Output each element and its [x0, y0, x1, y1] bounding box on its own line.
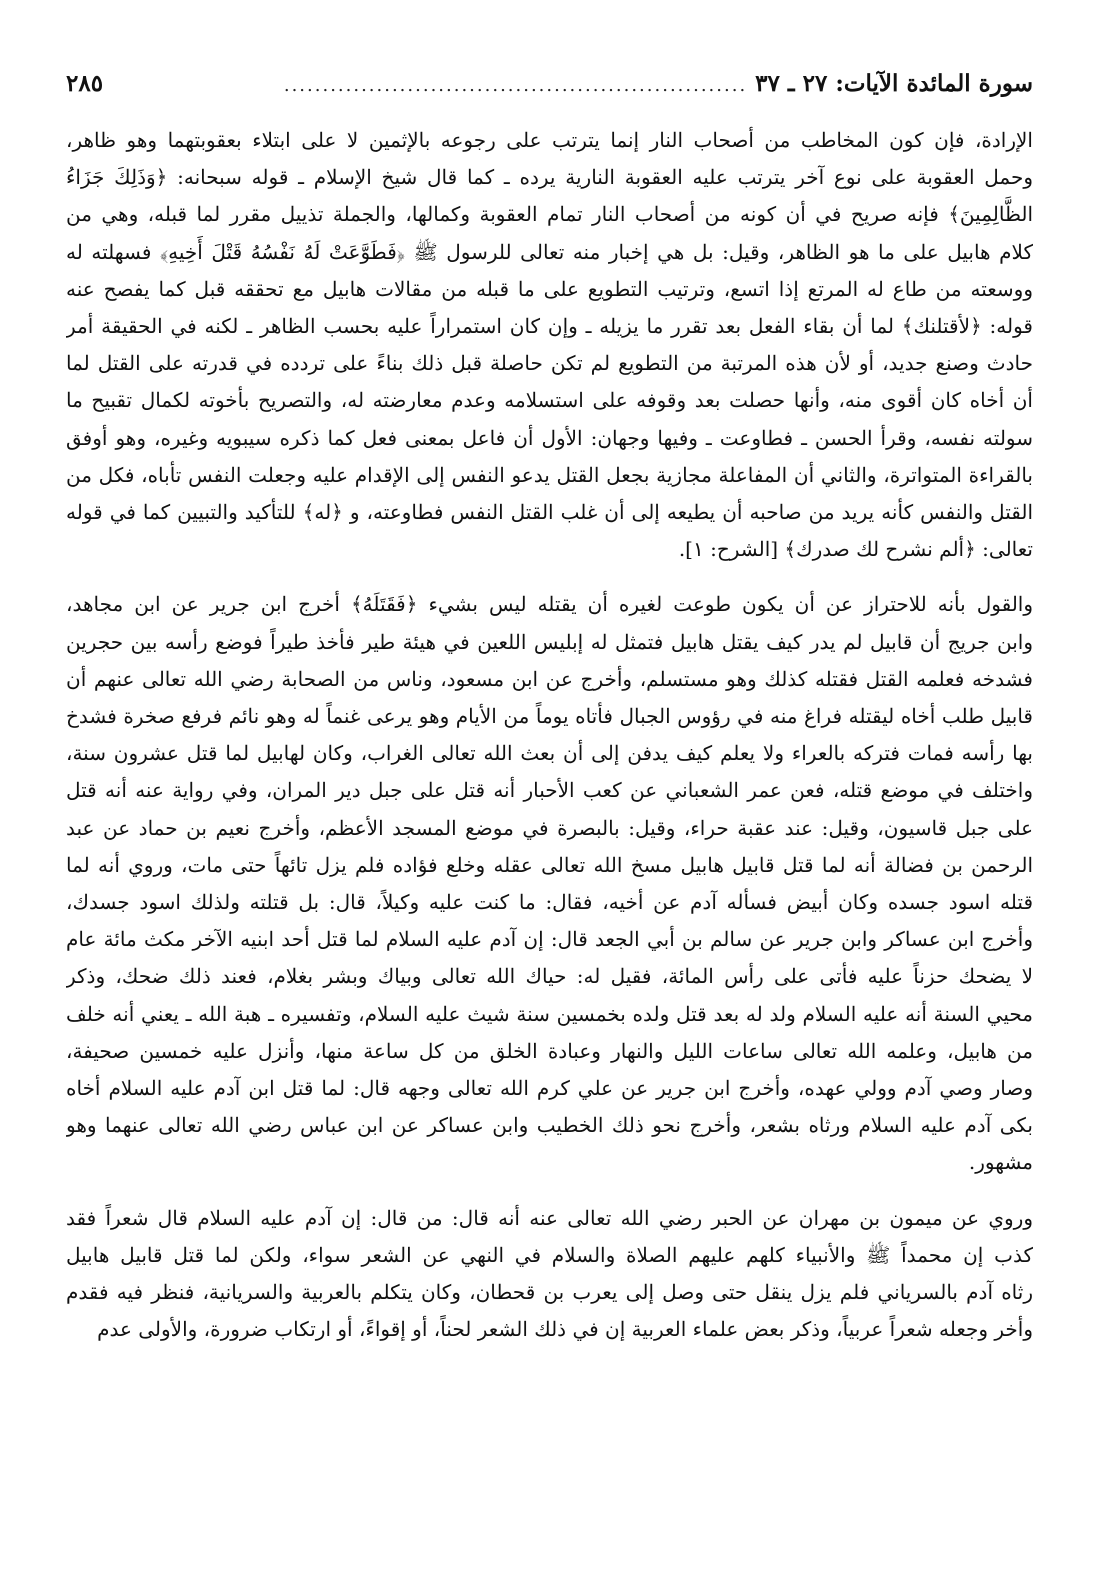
text-line: كذب إن محمداً ﷺ والأنبياء كلهم عليهم الصلاة والسلام في النهي عن الشعر سواء، ولكن لما قتل قابيل هابيل — [66, 1242, 1033, 1267]
text-line: الظَّالِمِينَ﴾ فإنه صريح في أن كونه من أصحاب النار تمام العقوبة وكمالها، والجملة تذييل مقرر لما قبله، وهي من — [66, 202, 1033, 227]
text-line: سولته نفسه، وقرأ الحسن ـ فطاوعت ـ وفيها وجهان: الأول أن فاعل بمعنى فعل كما ذكره سيبويه وغيره، وهو أوفق — [66, 425, 1033, 450]
text-line: على جبل قاسيون، وقيل: عند عقبة حراء، وقيل: بالبصرة في موضع المسجد الأعظم، وأخرج نعيم بن حماد عن عبد — [66, 815, 1033, 840]
text-line: وروي عن ميمون بن مهران عن الحبر رضي الله تعالى عنه أنه قال: من قال: إن آدم عليه السلام قال شعراً فقد — [66, 1205, 1033, 1230]
text-line: مشهور. — [968, 1150, 1033, 1175]
text-line: أن أخاه كان أقوى منه، وأنها حصلت بعد وقوفه على استسلامه وعدم معارضته له، والتصريح بأخوته لكمال تقبيح ما — [66, 388, 1033, 413]
text-line: لا يضحك حزناً عليه فأتى على رأس المائة، فقيل له: حياك الله تعالى وبياك وبشر بغلام، فعند ذلك ضحك، وذكر — [66, 964, 1033, 989]
dot-leader: ............................................................ — [283, 75, 748, 96]
book-page — [66, 70, 1033, 1349]
text-line: محيي السنة أنه عليه السلام ولد له بعد قتل ولده بخمسين سنة شيث عليه السلام، وتفسيره ـ هبة الله ـ يعني أنه خلف — [66, 1001, 1033, 1026]
text-line: فشدخه فعلمه القتل فقتله كذلك وهو مستسلم، وأخرج عن ابن مسعود، وناس من الصحابة رضي الله تعالى عنهم أن — [66, 666, 1033, 691]
page-number: ٢٨٥ — [66, 70, 104, 97]
text-line: وأخرج ابن عساكر وابن جرير عن سالم بن أبي الجعد قال: إن آدم عليه السلام لما قتل أحد ابنيه الآخر مكث مائة عام — [66, 927, 1033, 952]
text-line: رثاه آدم بالسرياني فلم يزل ينقل حتى وصل إلى يعرب بن قحطان، وكان يتكلم بالعربية والسريانية، فنظر فيه فقدم — [66, 1280, 1033, 1305]
text-line: وصار وصي آدم وولي عهده، وأخرج ابن جرير عن علي كرم الله تعالى وجهه قال: لما قتل ابن آدم عليه السلام أخاه — [66, 1076, 1033, 1101]
text-line: بالقراءة المتواترة، والثاني أن المفاعلة مجازية بجعل القتل يدعو النفس إلى الإقدام عليه وجعلت النفس تأباه، فكل من — [66, 462, 1033, 487]
paragraph — [66, 1200, 1033, 1349]
text-line: وابن جريج أن قابيل لم يدر كيف يقتل هابيل فتمثل له إبليس اللعين في هيئة طير فأخذ طيراً فوضع رأسه بين حجرين — [66, 629, 1033, 654]
text-line: قوله: ﴿لأقتلنك﴾ لما أن بقاء الفعل بعد تقرر ما يزيله ـ وإن كان استمراراً عليه بحسب الظاهر ـ لكنه في الحقيقة أمر — [66, 314, 1033, 339]
running-header — [66, 70, 1033, 114]
text-line: الإرادة، فإن كون المخاطب من أصحاب النار إنما يترتب على رجوعه بالإثمين لا على ابتلاء بعقوبتهما وهو ظاهر، — [66, 128, 1033, 152]
text-line: حادث وصنع جديد، أو لأن هذه المرتبة من التطويع لم تكن حاصلة قبل ذلك بناءً على تردده في قدرته على القتل لما — [66, 351, 1033, 376]
paragraph — [66, 586, 1033, 1181]
text-line: بكى آدم عليه السلام ورثاه بشعر، وأخرج نحو ذلك الخطيب وابن عساكر عن ابن عباس رضي الله تعالى عنهما وهو — [66, 1113, 1033, 1138]
text-line: قابيل طلب أخاه ليقتله فراغ منه في رؤوس الجبال فأتاه يوماً من الأيام وهو يرعى غنماً له وهو نائم فرفع صخرة فشدخ — [66, 704, 1033, 729]
text-line: الرحمن بن فضالة أنه لما قتل قابيل هابيل مسخ الله تعالى عقله وخلع فؤاده فلم يزل تائهاً حتى مات، وروي أنه لما — [66, 852, 1033, 877]
text-line: وحمل العقوبة على نوع آخر يترتب عليه العقوبة النارية يرده ـ كما قال شيخ الإسلام ـ قوله سبحانه: ﴿وَذَلِكَ جَزَاءُ — [66, 165, 1033, 190]
chapter-title: سورة المائدة الآيات: ٢٧ ـ ٣٧ — [755, 70, 1033, 97]
text-line: كلام هابيل على ما هو الظاهر، وقيل: بل هي إخبار منه تعالى للرسول ﷺ ﴿فَطَوَّعَتْ لَهُ نَفْسُهُ قَتْلَ أَخِيهِ﴾ فسهلته له — [66, 239, 1033, 264]
text-line: والقول بأنه للاحتراز عن أن يكون طوعت لغيره أن يقتله ليس بشيء ﴿فَقَتَلَهُ﴾ أخرج ابن جرير عن ابن مجاهد، — [66, 592, 1033, 617]
text-line: ووسعته من طاع له المرتع إذا اتسع، وترتيب التطويع على ما قبله من مقالات هابيل مع تحققه قبل كما يفصح عنه — [66, 276, 1033, 301]
text-line: وأخر وجعله شعراً عربياً، وذكر بعض علماء العربية إن في ذلك الشعر لحناً، أو إقواءً، أو ارتكاب ضرورة، والأولى عدم — [97, 1317, 1033, 1342]
text-line: من هابيل، وعلمه الله تعالى ساعات الليل والنهار وعبادة الخلق من كل ساعة منها، وأنزل عليه خمسين صحيفة، — [66, 1038, 1033, 1063]
text-line: واختلف في موضع قتله، فعن عمر الشعباني عن كعب الأحبار أنه قتل على جبل دير المران، وفي رواية عنه أنه قتل — [66, 778, 1033, 803]
text-line: تعالى: ﴿ألم نشرح لك صدرك﴾ [الشرح: ١]. — [678, 537, 1033, 562]
body-text — [66, 122, 1033, 1349]
text-line: بها رأسه فمات فتركه بالعراء ولا يعلم كيف يدفن إلى أن بعث الله تعالى الغراب، وكان لهابيل لما قتل عشرون سنة، — [66, 741, 1033, 766]
text-line: القتل والنفس كأنه يريد من صاحبه أن يطيعه إلى أن غلب القتل النفس فطاوعته، و ﴿له﴾ للتأكيد والتبيين كما في قوله — [66, 500, 1033, 525]
paragraph — [66, 122, 1033, 568]
text-line: قتله اسود جسده وكان أبيض فسأله آدم عن أخيه، فقال: ما كنت عليه وكيلاً، قال: بل قتلته ولذلك اسود جسدك، — [66, 890, 1033, 915]
